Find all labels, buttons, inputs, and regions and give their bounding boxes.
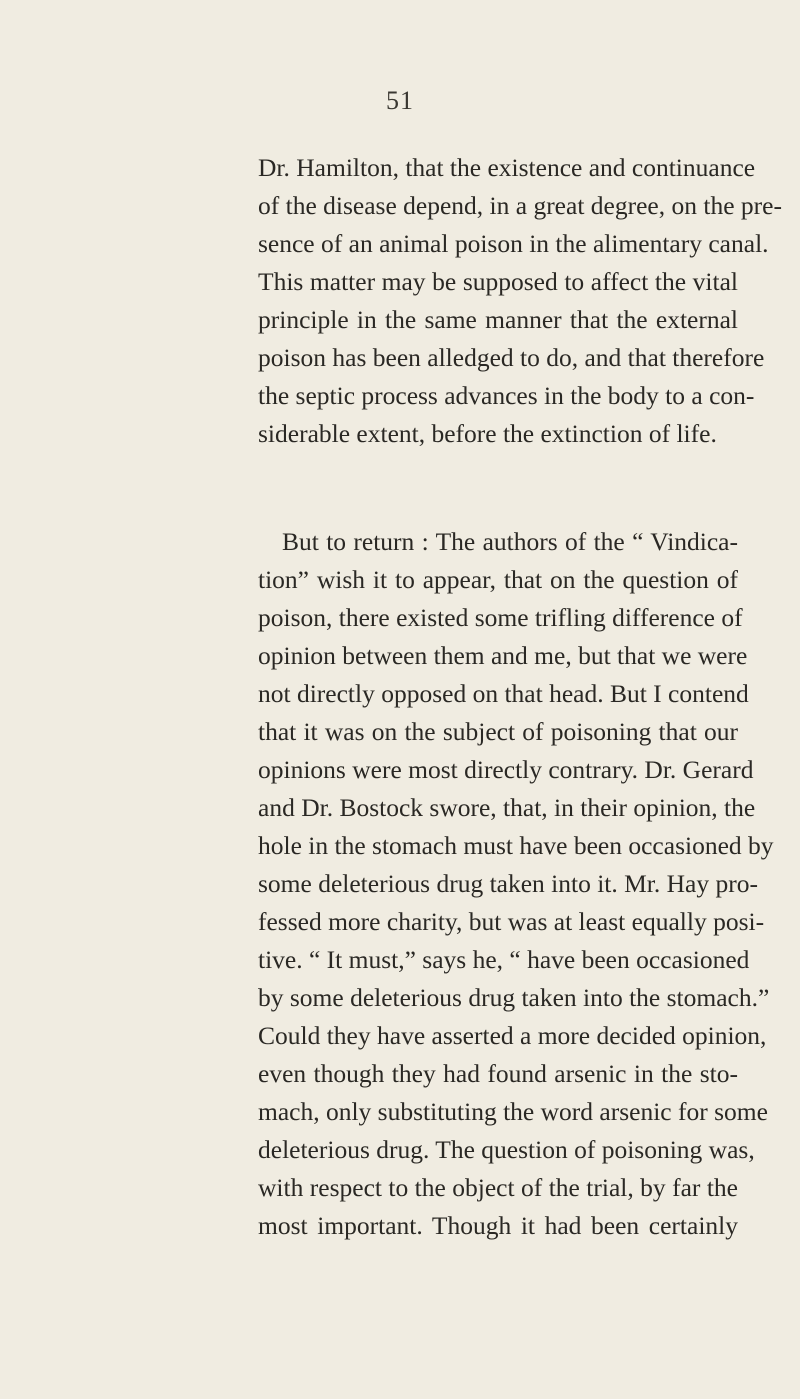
text-line: not directly opposed on that head. But I contend (258, 679, 749, 708)
text-line: Could they have asserted a more decided opinion, (258, 1021, 767, 1050)
text-line: Dr. Hamilton, that the existence and continuance (258, 153, 756, 182)
page-number: 51 (386, 86, 414, 115)
text-line: mach, only substituting the word arsenic for some (258, 1097, 768, 1126)
text-line: some deleterious drug taken into it. Mr. Hay pro- (258, 869, 758, 898)
text-line: poison, there existed some trifling difference of (258, 603, 743, 632)
text-line: and Dr. Bostock swore, that, in their opinion, the (258, 793, 756, 822)
text-line: even though they had found arsenic in the sto- (258, 1059, 738, 1088)
text-line: that it was on the subject of poisoning that our (258, 717, 738, 746)
text-line: most important. Though it had been certainly (258, 1211, 738, 1240)
paragraph-2 (258, 523, 774, 1245)
text-line: fessed more charity, but was at least equally posi- (258, 907, 765, 936)
text-line: by some deleterious drug taken into the stomach.” (258, 983, 770, 1012)
text-line: siderable extent, before the extinction of life. (258, 419, 717, 448)
text-line: principle in the same manner that the external (258, 305, 738, 334)
text-line: tive. “ It must,” says he, “ have been occasioned (258, 945, 750, 974)
text-line: hole in the stomach must have been occasioned by (258, 831, 774, 860)
text-line: sence of an animal poison in the alimentary canal. (258, 229, 769, 258)
text-line: poison has been alledged to do, and that therefore (258, 343, 765, 372)
text-line: This matter may be supposed to affect the vital (258, 267, 738, 296)
text-line: But to return : The authors of the “ Vindica- (282, 527, 738, 556)
text-line: opinion between them and me, but that we were (258, 641, 748, 670)
text-line: deleterious drug. The question of poisoning was, (258, 1135, 755, 1164)
text-line: tion” wish it to appear, that on the question of (258, 565, 738, 594)
text-line: of the disease depend, in a great degree, on the pre- (258, 191, 782, 220)
text-line: opinions were most directly contrary. Dr. Gerard (258, 755, 754, 784)
paragraph-1 (258, 149, 782, 453)
text-line: the septic process advances in the body to a con- (258, 381, 755, 410)
text-line: with respect to the object of the trial, by far the (258, 1173, 738, 1202)
